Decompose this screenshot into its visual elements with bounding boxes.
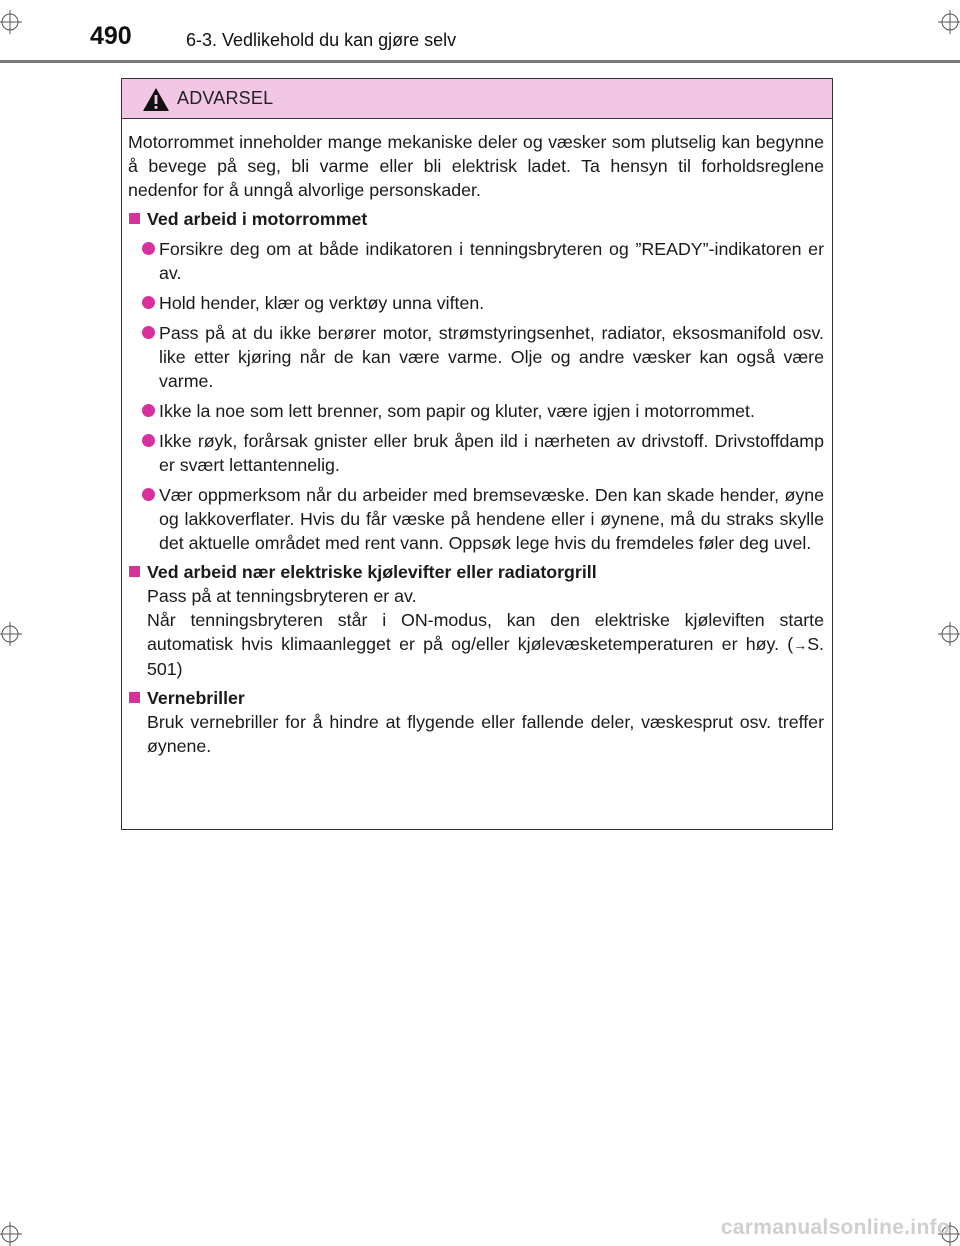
list-item: [128, 321, 824, 393]
page-reference-link[interactable]: S. 501): [147, 634, 824, 679]
section-line-text: Når tenningsbryteren står i ON-modus, kan den elektriske kjøleviften starte automatisk hvis klimaanlegget er på og/eller kjølevæsketemperaturen er høy. (: [147, 610, 824, 654]
list-item-text: Ikke røyk, forårsak gnister eller bruk åpen ild i nærheten av drivstoff. Drivstoffdamp er svært lettantennelig.: [159, 431, 824, 475]
round-bullet-icon: [142, 404, 155, 417]
warning-header: [122, 79, 832, 119]
warning-title: ADVARSEL: [177, 88, 274, 108]
crop-mark-mid-right-icon: [938, 622, 960, 646]
arrow-right-icon: →: [793, 637, 808, 653]
list-item-text: Ikke la noe som lett brenner, som papir og kluter, være igjen i motorrommet.: [159, 401, 755, 421]
square-bullet-icon: [129, 692, 140, 703]
section-text: [128, 710, 824, 758]
section-heading: [128, 686, 824, 710]
warning-box: [121, 78, 833, 830]
section-heading: [128, 560, 824, 584]
round-bullet-icon: [142, 326, 155, 339]
round-bullet-icon: [142, 488, 155, 501]
section-heading-text: Vernebriller: [147, 688, 245, 708]
section-line: Pass på at tenningsbryteren er av.: [147, 586, 417, 606]
round-bullet-icon: [142, 434, 155, 447]
page-number: 490: [90, 22, 132, 50]
section-line: Bruk vernebriller for å hindre at flygende eller fallende deler, væskesprut osv. treffer øynene.: [147, 712, 824, 756]
list-item-text: Vær oppmerksom når du arbeider med bremsevæske. Den kan skade hender, øyne og lakkoverflater. Hvis du får væske på hendene eller i øynene, må du straks skylle det aktuelle området med rent vann. Oppsøk lege hvis du fremdeles føler deg uvel.: [159, 485, 824, 553]
round-bullet-icon: [142, 242, 155, 255]
section-heading: [128, 207, 824, 231]
section-heading-text: Ved arbeid i motorrommet: [147, 209, 368, 229]
section-title: 6-3. Vedlikehold du kan gjøre selv: [186, 30, 457, 50]
round-bullet-icon: [142, 296, 155, 309]
warning-body: [122, 119, 832, 758]
list-item: [128, 399, 824, 423]
crop-mark-top-right-icon: [938, 10, 960, 34]
list-item: [128, 237, 824, 285]
header-rule: [0, 60, 960, 63]
square-bullet-icon: [129, 566, 140, 577]
list-item-text: Forsikre deg om at både indikatoren i tenningsbryteren og ”READY”-indikatoren er av.: [159, 239, 824, 283]
crop-mark-bottom-left-icon: [0, 1222, 22, 1246]
list-item: [128, 483, 824, 555]
list-item: [128, 291, 824, 315]
section-line: [147, 608, 824, 681]
list-item: [128, 429, 824, 477]
list-item-text: Hold hender, klær og verktøy unna viften.: [159, 293, 485, 313]
list-item-text: Pass på at du ikke berører motor, strømstyringsenhet, radiator, eksosmanifold osv. like etter kjøring når de kan være varme. Olje og andre væsker kan også være varme.: [159, 323, 824, 391]
crop-mark-top-left-icon: [0, 10, 22, 34]
square-bullet-icon: [129, 213, 140, 224]
watermark: carmanualsonline.info: [720, 1216, 950, 1239]
section-text: [128, 584, 824, 681]
warning-intro: Motorrommet inneholder mange mekaniske deler og væsker som plutselig kan begynne å bevege på seg, bli varme eller bli elektrisk ladet. Ta hensyn til forholdsreglene nedenfor for å unngå alvorlige personskader.: [128, 132, 824, 200]
section-heading-text: Ved arbeid nær elektriske kjølevifter eller radiatorgrill: [147, 562, 597, 582]
warning-triangle-icon: [142, 87, 170, 117]
crop-mark-mid-left-icon: [0, 622, 22, 646]
